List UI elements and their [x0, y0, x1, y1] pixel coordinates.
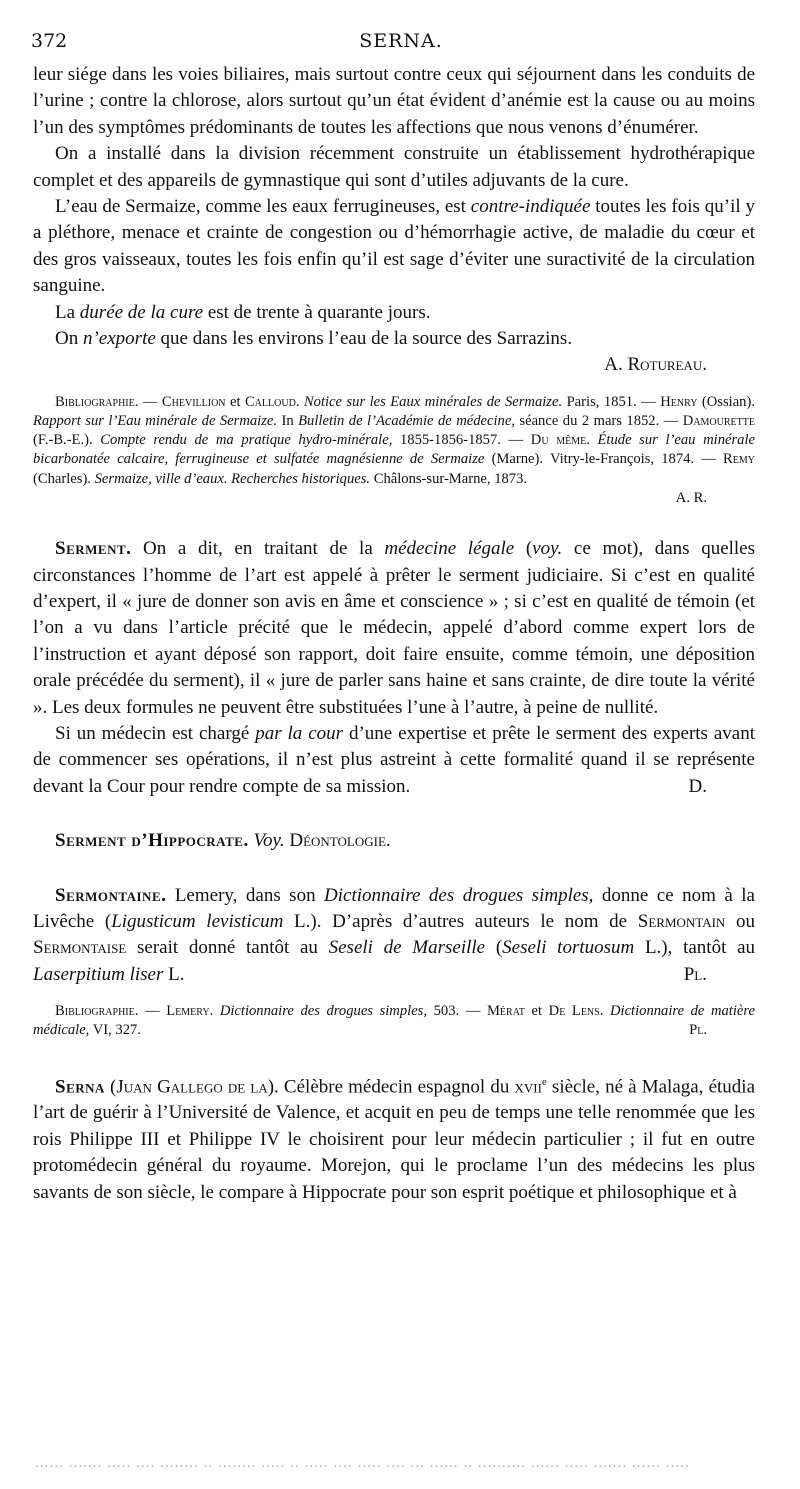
emphasis: n’exporte	[82, 328, 156, 350]
paragraph-hydrotherapy: On a installé dans la division récemment construite un établissement hydrothérapique complet et des appareils de gymnastique qui sont d’utiles adjuvants de la cure.	[33, 143, 755, 191]
footer-dotted-line: ...... ....... ..... .... ........ .. ........ ..... .. ..... .... ..... .... ... ...... .. .......... ...... ..... ....... ...... .....	[35, 1456, 690, 1470]
paragraph-export: On n’exporte que dans les environs l’eau de la source des Sarrazins.	[55, 328, 573, 350]
running-head: SERNA.	[359, 30, 443, 52]
bibliography-sermaize: Bibliographie. — Chevillion et Calloud. Notice sur les Eaux minérales de Sermaize. Paris, 1851. — Henry (Ossian). Rapport sur l’Eau minérale de Sermaize. In Bulletin de l’Académie de médecine, séance du 2 mars 1852. — Damourette (F.-B.-E.). Compte rendu de ma pratique hydro-minérale, 1855-1856-1857. — Du même. Étude sur l’eau minérale bicarbonatée calcaire, ferrugineuse et sulfatée magnésienne de Sermaize (Marne). Vitry-le-François, 1874. — Remy (Charles). Sermaize, ville d’eaux. Recherches historiques. Châlons-sur-Marne, 1873.	[33, 393, 755, 487]
paragraph-duration: La durée de la cure est de trente à quarante jours.	[55, 301, 431, 323]
bibliography-sermontaine: Bibliographie. — Lemery. Dictionnaire des drogues simples, 503. — Mérat et De Lens. Dictionnaire de matière médicale, VI, 327.	[33, 1003, 756, 1039]
page-number: 372	[31, 30, 68, 52]
bibliography-label: Bibliographie.	[55, 393, 139, 410]
emphasis: durée de la cure	[79, 301, 204, 323]
entry-signature: D.	[688, 775, 707, 797]
bibliography-signature: A. R.	[675, 489, 707, 506]
page-body	[33, 62, 755, 1206]
entry-serment-hippocrate: Serment d’Hippocrate. Voy. Déontologie.	[55, 830, 391, 852]
bibliography-label: Bibliographie.	[55, 1003, 139, 1020]
entry-term: Sermontaine.	[55, 884, 167, 906]
entry-serment-paragraph-2: Si un médecin est chargé par la cour d’une expertise et prête le serment des experts avant de commencer ses opérations, il n’est plus astreint à cette formalité quand il se représente devant la Cour pour rendre compte de sa mission.	[33, 722, 756, 797]
author-signature: A. Rotureau.	[604, 354, 707, 376]
page-header	[31, 30, 771, 56]
entry-term: Serna	[55, 1075, 105, 1097]
entry-sermontaine: Sermontaine. Lemery, dans son Dictionnaire des drogues simples, donne ce nom à la Livêche (Ligusticum levisticum L.). D’après d’autres auteurs le nom de Sermontain ou Sermontaise serait donné tantôt au Seseli de Marseille (Seseli tortuosum L.), tantôt au Laserpitium liser L.	[33, 884, 756, 985]
entry-serna: Serna (Juan Gallego de la). Célèbre médecin espagnol du xvii$^e$ siècle, né à Malaga, étudia l’art de guérir à l’Université de Valence, et acquit en peu de temps une telle renommée que les rois Philippe III et Philippe IV le choisirent pour leur médecin particulier ; il fut en outre protomédecin général du royaume. Morejon, qui le proclame l’un des médecins les plus savants de son siècle, le compare à Hippocrate pour son esprit poétique et philosophique et à	[33, 1075, 755, 1203]
entry-serment: Serment. On a dit, en traitant de la médecine légale (voy. ce mot), dans quelles circonstances l’homme de l’art est appelé à prêter le serment judiciaire. Si c’est en qualité d’expert, il « jure de donner son avis en âme et conscience » ; si c’est en qualité de témoin (et l’on a vu dans l’article précité que le médecin, appelé d’abord comme expert lors de l’instruction et ayant déposé son rapport, doit faire ensuite, comme témoin, une déposition orale précédée du serment), il « jure de parler sans haine et sans crainte, de dire toute la vérité ». Les deux formules ne peuvent être substituées l’une à l’autre, à peine de nullité.	[33, 538, 756, 718]
emphasis: contre-indiquée	[470, 196, 591, 218]
entry-term: Serment.	[55, 538, 132, 560]
bibliography-signature: Pl.	[689, 1022, 707, 1039]
paragraph-contraindications: L’eau de Sermaize, comme les eaux ferrugineuses, est contre-indiquée toutes les fois qu’il y a pléthore, menace et crainte de congestion ou d’hémorrhagie active, de maladie du cœur et des gros vaisseaux, toutes les fois enfin qu’il est sage d’éviter une suractivité de la circulation sanguine.	[33, 196, 755, 297]
paragraph-continuation: leur siége dans les voies biliaires, mais surtout contre ceux qui séjournent dans les conduits de l’urine ; contre la chlorose, alors surtout qu’un état évident d’anémie est la cause ou au moins l’un des symptômes prédominants de toutes les affections que nous venons d’énumérer.	[33, 64, 755, 138]
entry-term: Serment d’Hippocrate.	[55, 830, 249, 852]
entry-signature: Pl.	[683, 963, 707, 985]
